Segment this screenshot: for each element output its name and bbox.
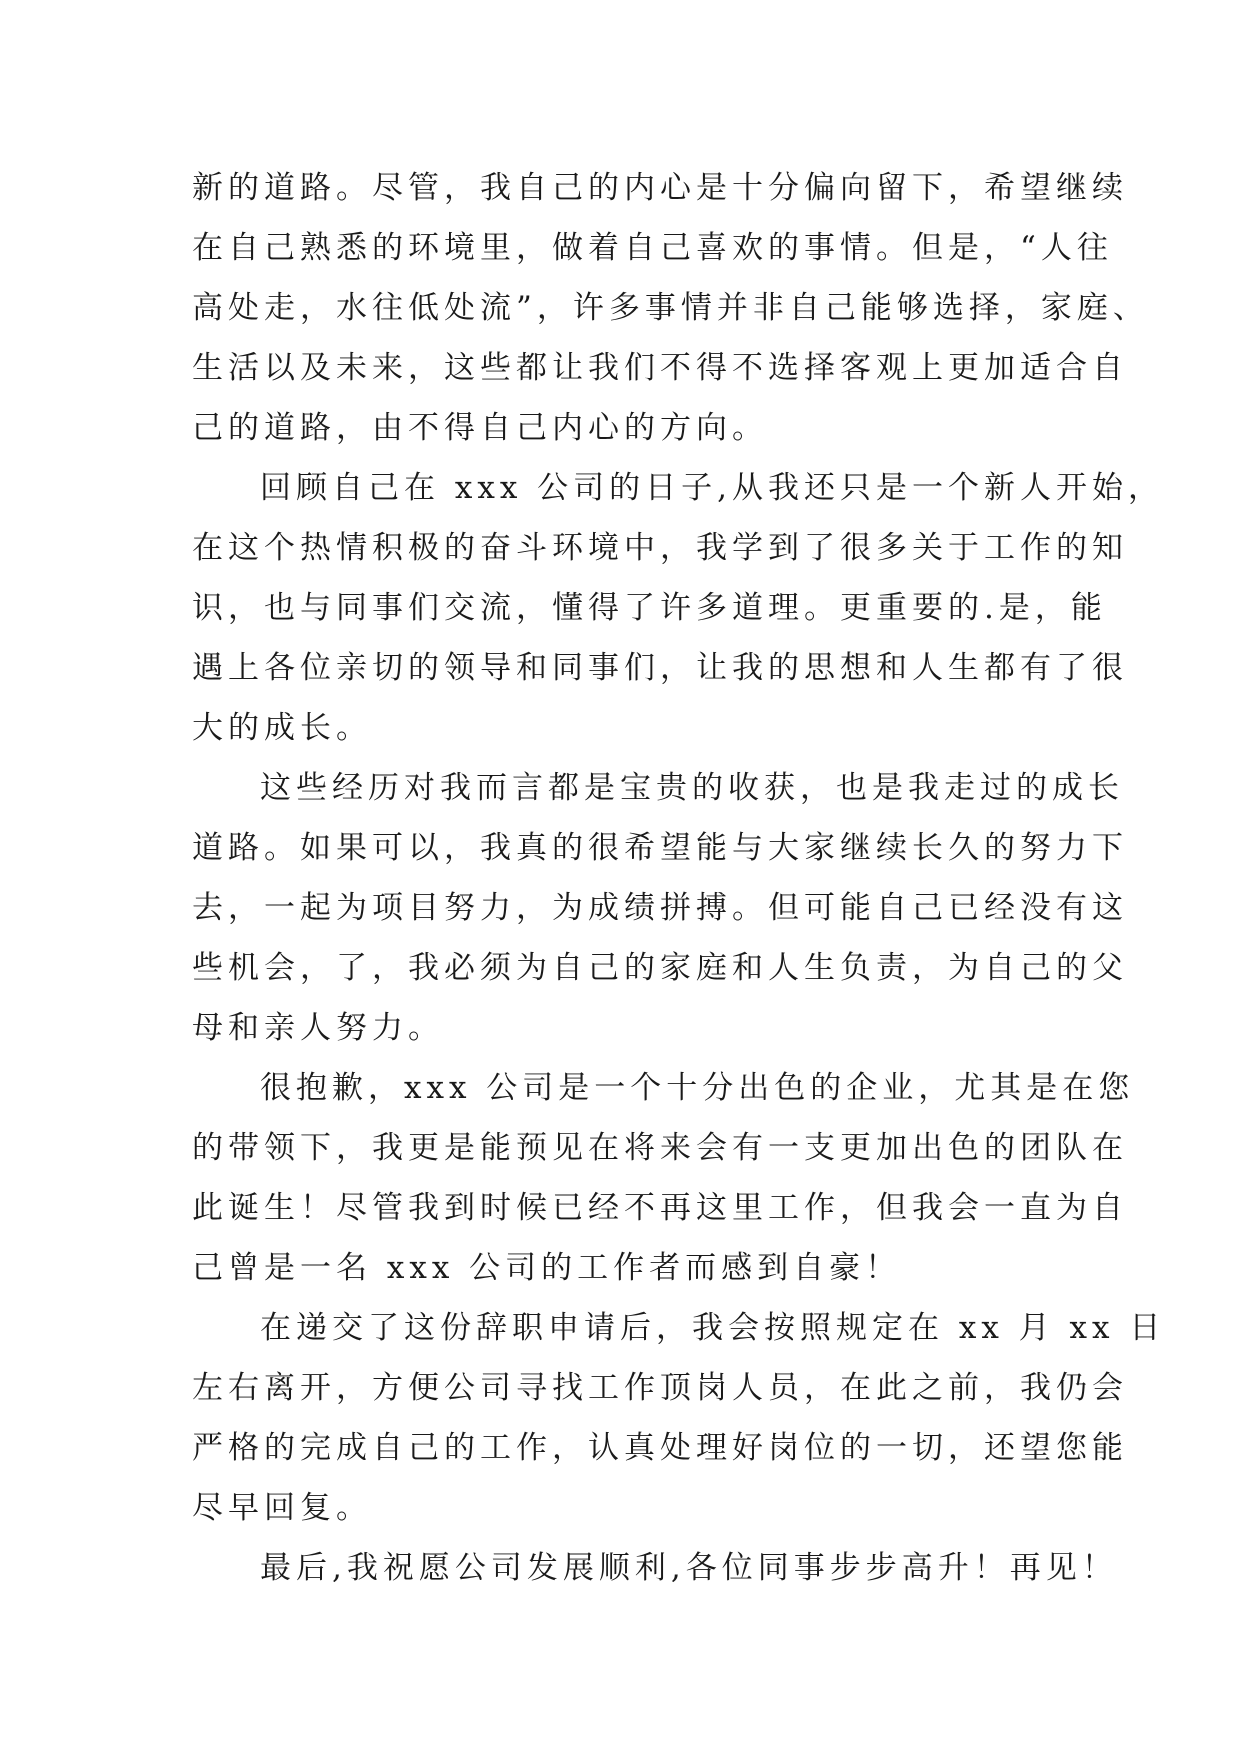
text-line: 些机会，了，我必须为自己的家庭和人生负责，为自己的父: [192, 950, 1128, 986]
text-line: 此诞生！尽管我到时候已经不再这里工作，但我会一直为自: [192, 1190, 1128, 1226]
text-line: 己的道路，由不得自己内心的方向。: [192, 410, 768, 446]
paragraph-1: [192, 158, 1149, 458]
paragraph-3: [192, 758, 1128, 1058]
text-line: 的带领下，我更是能预见在将来会有一支更加出色的团队在: [192, 1130, 1128, 1166]
text-line: 这些经历对我而言都是宝贵的收获，也是我走过的成长: [260, 770, 1124, 806]
text-line: 严格的完成自己的工作，认真处理好岗位的一切，还望您能: [192, 1430, 1128, 1466]
paragraph-6: [192, 1538, 1118, 1598]
text-line: 新的道路。尽管，我自己的内心是十分偏向留下，希望继续: [192, 170, 1128, 206]
text-line: 在这个热情积极的奋斗环境中，我学到了很多关于工作的知: [192, 530, 1128, 566]
text-line: 最后,我祝愿公司发展顺利,各位同事步步高升！再见！: [260, 1550, 1118, 1586]
text-line: 左右离开，方便公司寻找工作顶岗人员，在此之前，我仍会: [192, 1370, 1128, 1406]
text-line: 尽早回复。: [192, 1490, 372, 1526]
text-line: 很抱歉，xxx 公司是一个十分出色的企业，尤其是在您: [260, 1070, 1135, 1106]
text-line: 高处走，水往低处流”，许多事情并非自己能够选择，家庭、: [192, 290, 1149, 326]
text-line: 道路。如果可以，我真的很希望能与大家继续长久的努力下: [192, 830, 1128, 866]
text-line: 生活以及未来，这些都让我们不得不选择客观上更加适合自: [192, 350, 1128, 386]
paragraph-4: [192, 1058, 1135, 1298]
paragraph-5: [192, 1298, 1166, 1538]
paragraph-2: [192, 458, 1165, 758]
text-line: 识，也与同事们交流，懂得了许多道理。更重要的.是，能: [192, 590, 1107, 626]
text-line: 去，一起为项目努力，为成绩拼搏。但可能自己已经没有这: [192, 890, 1128, 926]
document-body: [192, 158, 1166, 1598]
text-line: 在自己熟悉的环境里，做着自己喜欢的事情。但是，“人往: [192, 230, 1113, 266]
text-line: 己曾是一名 xxx 公司的工作者而感到自豪！: [192, 1250, 902, 1286]
text-line: 在递交了这份辞职申请后，我会按照规定在 xx 月 xx 日: [260, 1310, 1166, 1346]
text-line: 遇上各位亲切的领导和同事们，让我的思想和人生都有了很: [192, 650, 1128, 686]
text-line: 回顾自己在 xxx 公司的日子,从我还只是一个新人开始，: [260, 470, 1165, 506]
text-line: 大的成长。: [192, 710, 372, 746]
text-line: 母和亲人努力。: [192, 1010, 444, 1046]
